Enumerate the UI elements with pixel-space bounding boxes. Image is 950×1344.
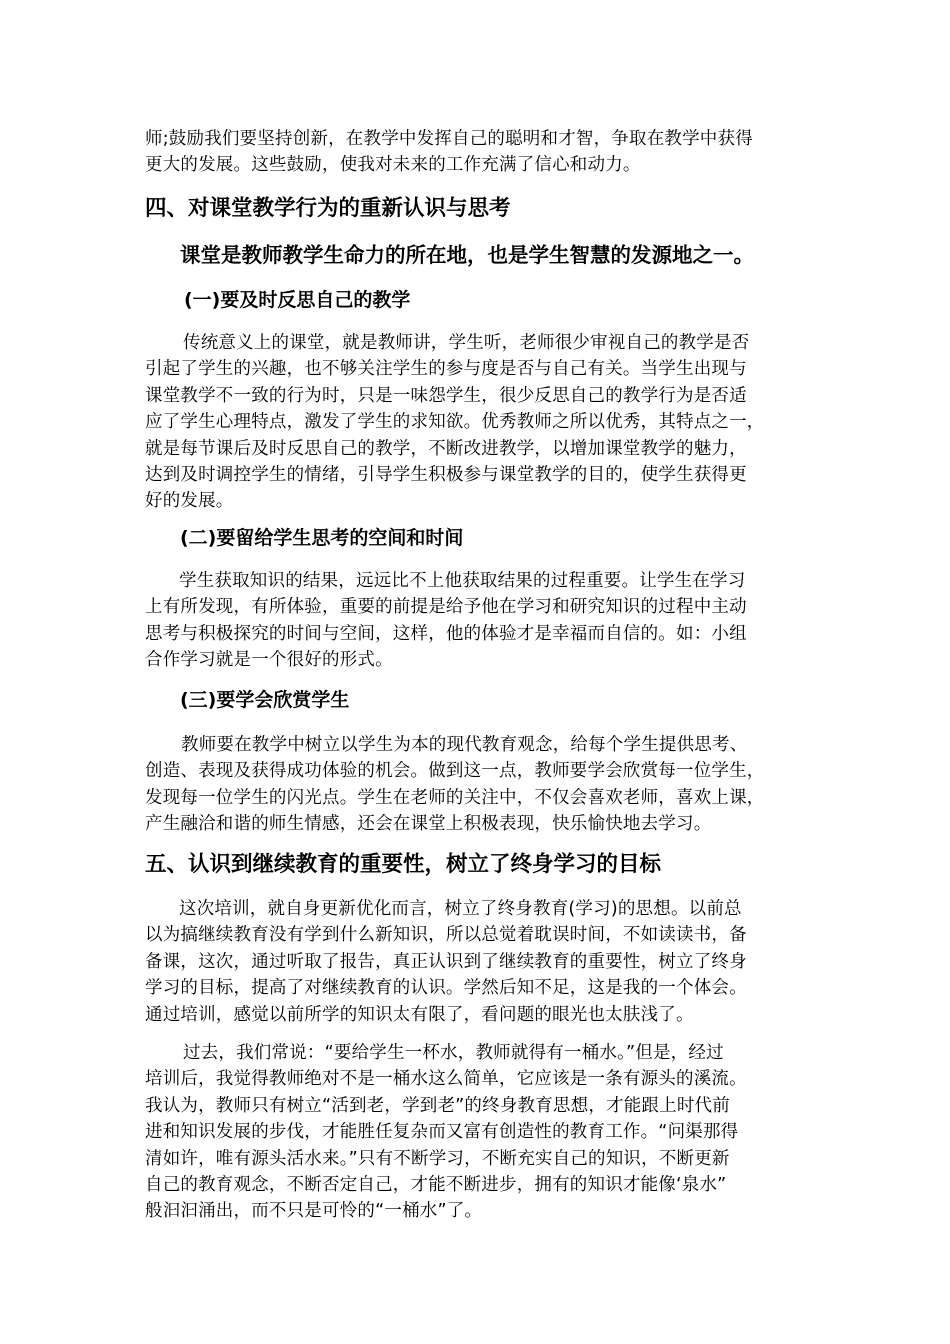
section-4-heading: 四、对课堂教学行为的重新认识与思考 bbox=[145, 196, 511, 221]
section-5-paragraph-1 bbox=[145, 896, 813, 1028]
text-line: 应了学生心理特点，激发了学生的求知欲。优秀教师之所以优秀，其特点之一， bbox=[145, 412, 765, 433]
text-line: 这次培训，就自身更新优化而言，树立了终身教育(学习)的思想。以前总 bbox=[179, 899, 742, 919]
text-line: 发现每一位学生的闪光点。学生在老师的关注中，不仅会喜欢老师，喜欢上课， bbox=[145, 787, 765, 808]
subsection-1-paragraph bbox=[145, 330, 813, 515]
subsection-1-heading: (一)要及时反思自己的教学 bbox=[184, 289, 411, 311]
text-line: 好的发展。 bbox=[145, 491, 234, 512]
text-line: 教师要在教学中树立以学生为本的现代教育观念，给每个学生提供思考、 bbox=[181, 735, 748, 755]
text-line: 合作学习就是一个很好的形式。 bbox=[145, 650, 393, 671]
text-line: 备课，这次，通过听取了报告，真正认识到了继续教育的重要性，树立了终身 bbox=[145, 951, 747, 972]
subsection-3-paragraph bbox=[145, 732, 813, 838]
text-line: 引起了学生的兴趣，也不够关注学生的参与度是否与自己有关。当学生出现与 bbox=[145, 359, 747, 380]
text-line: 师;鼓励我们要坚持创新，在教学中发挥自己的聪明和才智，争取在教学中获得 bbox=[145, 129, 753, 149]
subsection-3-heading: (三)要学会欣赏学生 bbox=[180, 689, 350, 711]
text-line: 自己的教育观念，不断否定自己，才能不断进步，拥有的知识才能像‘泉水” bbox=[145, 1175, 727, 1196]
text-line: 清如许，唯有源头活水来。”只有不断学习，不断充实自己的知识，不断更新 bbox=[145, 1148, 730, 1169]
text-line: 培训后，我觉得教师绝对不是一桶水这么简单，它应该是一条有源头的溪流。 bbox=[145, 1069, 747, 1090]
subsection-2-heading: (二)要留给学生思考的空间和时间 bbox=[180, 527, 464, 549]
intro-paragraph bbox=[145, 126, 813, 179]
text-line: 达到及时调控学生的情绪，引导学生积极参与课堂教学的目的，使学生获得更 bbox=[145, 465, 747, 486]
section-5-heading: 五、认识到继续教育的重要性，树立了终身学习的目标 bbox=[145, 852, 662, 877]
subsection-2-paragraph bbox=[145, 568, 813, 674]
section-5-paragraph-2 bbox=[145, 1040, 813, 1225]
text-line: 以为搞继续教育没有学到什么新知识，所以总觉着耽误时间，不如读读书，备 bbox=[145, 925, 747, 946]
text-line: 学习的目标，提高了对继续教育的认识。学然后知不足，这是我的一个体会。 bbox=[145, 978, 747, 999]
text-line: 产生融洽和谐的师生情感，还会在课堂上积极表现，快乐愉快地去学习。 bbox=[145, 814, 712, 835]
text-line: 过去，我们常说：“要给学生一杯水，教师就得有一桶水。”但是，经过 bbox=[183, 1043, 724, 1063]
text-line: 般汩汩涌出，而不只是可怜的“一桶水”了。 bbox=[145, 1201, 483, 1222]
text-line: 更大的发展。这些鼓励，使我对未来的工作充满了信心和动力。 bbox=[145, 155, 641, 176]
text-line: 就是每节课后及时反思自己的教学，不断改进教学，以增加课堂教学的魅力， bbox=[145, 438, 747, 459]
text-line: 创造、表现及获得成功体验的机会。做到这一点，教师要学会欣赏每一位学生， bbox=[145, 761, 765, 782]
section-4-lead: 课堂是教师教学生命力的所在地，也是学生智慧的发源地之一。 bbox=[180, 243, 754, 267]
text-line: 学生获取知识的结果，远远比不上他获取结果的过程重要。让学生在学习 bbox=[179, 571, 746, 591]
text-line: 思考与积极探究的时间与空间，这样，他的体验才是幸福而自信的。如：小组 bbox=[145, 623, 747, 644]
text-line: 传统意义上的课堂，就是教师讲，学生听，老师很少审视自己的教学是否 bbox=[183, 333, 750, 353]
text-line: 通过培训，感觉以前所学的知识太有限了，看问题的眼光也太肤浅了。 bbox=[145, 1004, 694, 1025]
text-line: 课堂教学不一致的行为时，只是一味怨学生，很少反思自己的教学行为是否适 bbox=[145, 385, 747, 406]
text-line: 进和知识发展的步伐，才能胜任复杂而又富有创造性的教育工作。“问渠那得 bbox=[145, 1122, 739, 1143]
text-line: 我认为，教师只有树立“活到老，学到老”的终身教育思想，才能跟上时代前 bbox=[145, 1095, 730, 1116]
text-line: 上有所发现，有所体验，重要的前提是给予他在学习和研究知识的过程中主动 bbox=[145, 597, 747, 618]
